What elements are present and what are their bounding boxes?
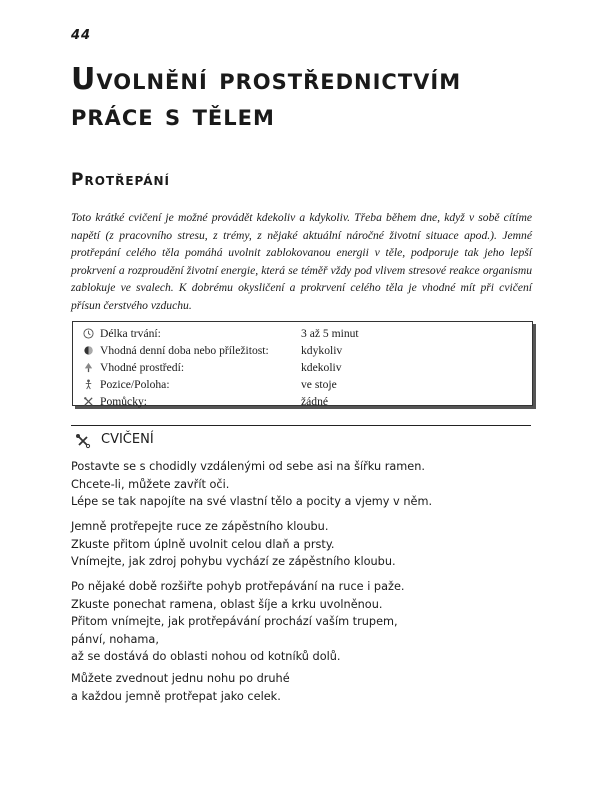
- clock-icon: [83, 328, 94, 339]
- moon-sun-icon: [83, 345, 94, 356]
- section-title: Protřepání: [71, 170, 171, 190]
- exercise-paragraph: [71, 578, 531, 666]
- exercise-line: Jemně protřepejte ruce ze zápěstního kloubu.: [71, 520, 329, 533]
- exercise-line: Zkuste ponechat ramena, oblast šíje a krku uvolněnou.: [71, 597, 383, 611]
- exercise-info-box: [72, 321, 533, 406]
- info-value-position: ve stoje: [301, 378, 337, 391]
- exercise-line: a každou jemně protřepat jako celek.: [71, 689, 281, 703]
- exercise-icon: [74, 432, 92, 450]
- exercise-line: Lépe se tak napojíte na své vlastní tělo a pocity a vjemy v něm.: [71, 495, 433, 508]
- intro-paragraph: Toto krátké cvičení je možné provádět kdekoliv a kdykoliv. Třeba během dne, když v sobě cítíme napětí (z pracovního stresu, z trémy, z nějaké aktuální náročné životní situace apod.). Jemné protřepání celého těla pomáhá uvolnit zablokovanou energii v těle, podporuje tak jeho lepší prokrvení a rozproudění životní energie, která se téměř vždy pod vlivem stresové reakce organismu zablokuje ve svalech. K dobrému okysličení a prokrvení celého těla je vhodné mít při cvičení přísun čerstvého vzduchu.: [71, 211, 532, 312]
- chapter-title-line-1: Uvolnění prostřednictvím: [71, 62, 462, 97]
- exercise-paragraph: [71, 518, 531, 571]
- info-row-environment: [83, 359, 523, 376]
- info-value-time-of-day: kdykoliv: [301, 344, 343, 357]
- info-label-environment: Vhodné prostředí:: [100, 361, 185, 374]
- info-row-position: [83, 376, 523, 393]
- chapter-title-line-2: práce s tělem: [71, 98, 275, 133]
- exercise-line: Můžete zvednout jednu nohu po druhé: [71, 672, 290, 685]
- exercise-line: Vnímejte, jak zdroj pohybu vychází ze zápěstního kloubu.: [71, 555, 396, 568]
- exercise-line: Chcete-li, můžete zavřít oči.: [71, 477, 230, 491]
- info-label-time-of-day: Vhodná denní doba nebo příležitost:: [100, 344, 269, 357]
- exercise-line: Přitom vnímejte, jak protřepávání prochází vaším trupem,: [71, 615, 398, 628]
- info-value-equipment: žádné: [301, 395, 329, 408]
- chapter-title: [71, 62, 551, 134]
- info-row-time-of-day: [83, 342, 523, 359]
- info-label-duration: Délka trvání:: [100, 327, 161, 340]
- section-divider: [71, 425, 531, 426]
- exercise-line: Postavte se s chodidly vzdálenými od sebe asi na šířku ramen.: [71, 460, 425, 473]
- figure-icon: [83, 379, 94, 390]
- info-value-environment: kdekoliv: [301, 361, 342, 374]
- page-number: 44: [71, 28, 92, 43]
- exercise-line: až se dostává do oblasti nohou od kotníků dolů.: [71, 650, 341, 663]
- exercise-line: Zkuste přitom úplně uvolnit celou dlaň a prsty.: [71, 537, 335, 551]
- info-row-equipment: [83, 393, 523, 410]
- info-value-duration: 3 až 5 minut: [301, 327, 359, 340]
- tree-icon: [83, 362, 94, 373]
- exercise-heading: CVIČENÍ: [101, 432, 154, 447]
- info-row-duration: [83, 325, 523, 342]
- exercise-paragraph: [71, 458, 531, 511]
- exercise-paragraph: [71, 670, 531, 705]
- exercise-line: pánví, nohama,: [71, 632, 159, 646]
- tools-icon: [83, 396, 94, 407]
- info-label-position: Pozice/Poloha:: [100, 378, 170, 391]
- info-label-equipment: Pomůcky:: [100, 395, 148, 408]
- exercise-line: Po nějaké době rozšiřte pohyb protřepávání na ruce i paže.: [71, 580, 405, 593]
